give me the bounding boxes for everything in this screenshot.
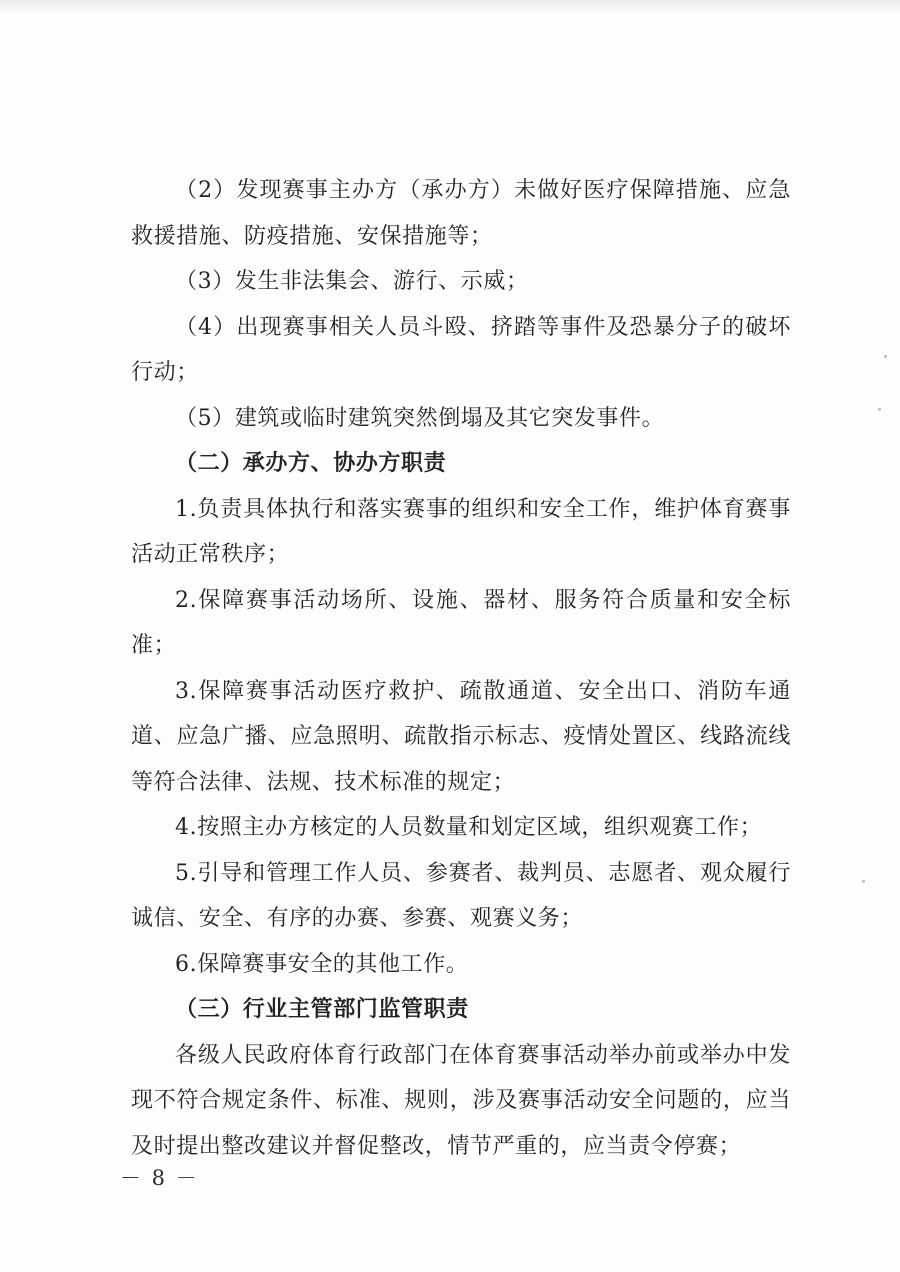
scan-speck — [862, 880, 865, 883]
scan-edge-shadow — [0, 0, 900, 14]
duty-item-1: 1.负责具体执行和落实赛事的组织和安全工作，维护体育赛事活动正常秩序； — [131, 496, 791, 567]
section-heading-organizer-duties: （二）承办方、协办方职责 — [175, 451, 447, 476]
scan-speck — [878, 408, 881, 411]
supervision-paragraph: 各级人民政府体育行政部门在体育赛事活动举办前或举办中发现不符合规定条件、标准、规则，涉及赛事活动安全问题的，应当及时提出整改建议并督促整改，情节严重的，应当责令停赛； — [131, 1042, 791, 1159]
document-body — [131, 168, 791, 1169]
paragraph-item-2: （2）发现赛事主办方（承办方）未做好医疗保障措施、应急救援措施、防疫措施、安保措施等； — [131, 178, 791, 249]
page-number: － 8 － — [120, 1166, 199, 1190]
duty-item-5: 5.引导和管理工作人员、参赛者、裁判员、志愿者、观众履行诚信、安全、有序的办赛、参赛、观赛义务； — [131, 860, 791, 931]
duty-item-6: 6.保障赛事安全的其他工作。 — [175, 951, 469, 977]
duty-item-4: 4.按照主办方核定的人员数量和划定区域，组织观赛工作； — [175, 815, 763, 840]
duty-item-3: 3.保障赛事活动医疗救护、疏散通道、安全出口、消防车通道、应急广播、应急照明、疏散指示标志、疫情处置区、线路流线等符合法律、法规、技术标准的规定； — [131, 678, 791, 795]
paragraph-item-5: （5）建筑或临时建筑突然倒塌及其它突发事件。 — [175, 405, 665, 431]
scan-speck — [884, 355, 887, 358]
section-heading-supervision-duties: （三）行业主管部门监管职责 — [175, 997, 469, 1022]
paragraph-item-3: （3）发生非法集会、游行、示威； — [175, 269, 529, 294]
duty-item-2: 2.保障赛事活动场所、设施、器材、服务符合质量和安全标准； — [131, 587, 791, 658]
paragraph-item-4: （4）出现赛事相关人员斗殴、挤踏等事件及恐暴分子的破坏行动； — [131, 314, 791, 385]
